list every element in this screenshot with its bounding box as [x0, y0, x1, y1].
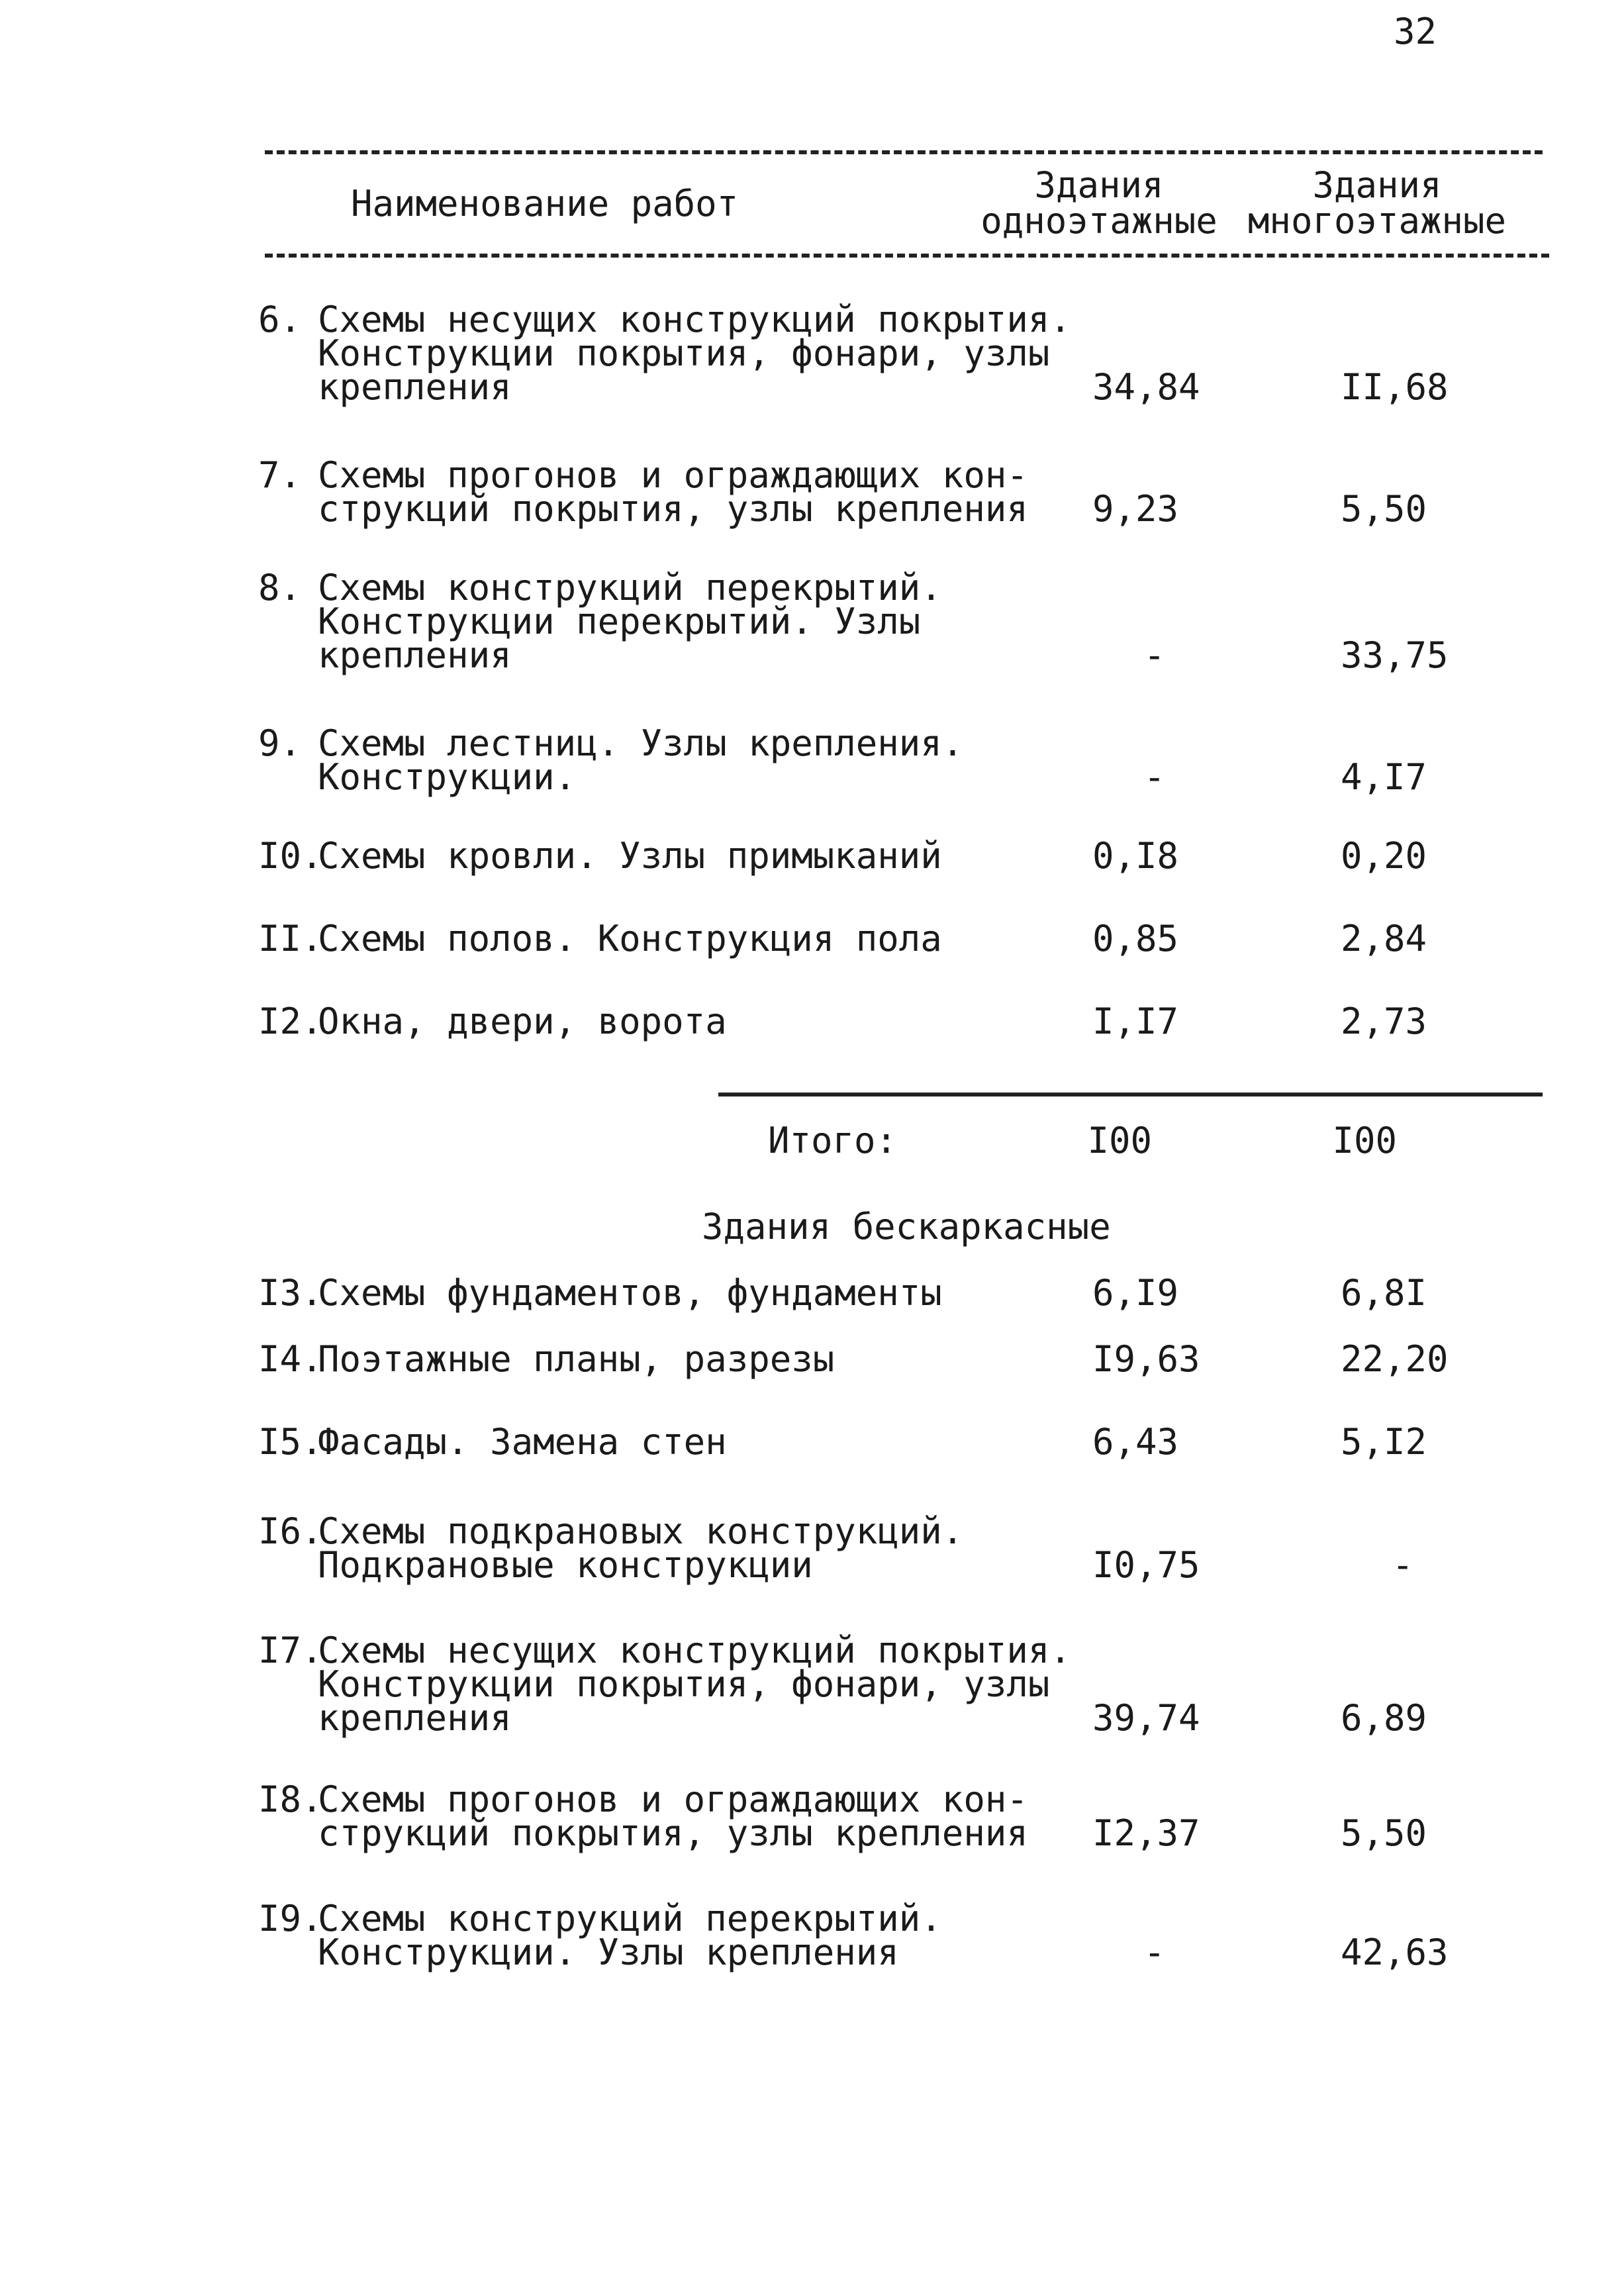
row-text-line: Конструкции.: [318, 756, 577, 798]
row-number: 9.: [258, 722, 302, 764]
row-number: I4.: [258, 1338, 323, 1380]
value-one-floor: I2,37: [1092, 1812, 1200, 1854]
row-number: I9.: [258, 1898, 323, 1939]
row-text-line: Схемы лестниц. Узлы крепления.: [318, 722, 964, 764]
row-text-line: Схемы прогонов и ограждающих кон-: [318, 1779, 1028, 1820]
row-text-line: Схемы полов. Конструкция пола: [318, 918, 942, 959]
header-col-one-floor-line2: одноэтажные: [980, 200, 1218, 242]
value-multi-floor: 2,73: [1341, 1000, 1427, 1042]
header-col-multi-floor-line2: многоэтажные: [1247, 200, 1507, 242]
value-multi-floor: 5,50: [1341, 488, 1427, 530]
row-text-line: Конструкции перекрытий. Узлы: [318, 601, 921, 642]
row-number: I7.: [258, 1630, 323, 1671]
value-one-floor: I9,63: [1092, 1338, 1200, 1380]
value-one-floor: 34,84: [1092, 366, 1200, 408]
total-multi-floor: I00: [1332, 1120, 1397, 1161]
row-number: I3.: [258, 1272, 323, 1314]
total-one-floor: I00: [1087, 1120, 1152, 1161]
row-text-line: Конструкции покрытия, фонари, узлы: [318, 1663, 1050, 1705]
row-text-line: Конструкции. Узлы крепления: [318, 1931, 899, 1973]
value-one-floor: 0,I8: [1092, 835, 1179, 877]
row-number: I5.: [258, 1421, 323, 1463]
row-text-line: Схемы прогонов и ограждающих кон-: [318, 454, 1028, 496]
row-text-line: Конструкции покрытия, фонари, узлы: [318, 332, 1050, 374]
row-text-line: струкций покрытия, узлы крепления: [318, 1812, 1028, 1854]
row-number: 6.: [258, 299, 302, 340]
value-one-floor: -: [1143, 634, 1165, 676]
value-one-floor: I,I7: [1092, 1000, 1179, 1042]
page-number: 32: [1393, 11, 1437, 52]
value-one-floor: -: [1143, 756, 1165, 798]
row-number: I0.: [258, 835, 323, 877]
row-number: 7.: [258, 454, 302, 496]
value-one-floor: 39,74: [1092, 1697, 1200, 1739]
row-number: I6.: [258, 1510, 323, 1552]
value-multi-floor: 2,84: [1341, 918, 1427, 959]
row-number: 8.: [258, 567, 302, 609]
row-text-line: струкций покрытия, узлы крепления: [318, 488, 1028, 530]
value-multi-floor: 0,20: [1341, 835, 1427, 877]
header-col-name: Наименование работ: [351, 183, 739, 224]
row-text-line: Окна, двери, ворота: [318, 1000, 727, 1042]
row-text-line: Схемы подкрановых конструкций.: [318, 1510, 964, 1552]
row-number: I2.: [258, 1000, 323, 1042]
total-rule: [718, 1093, 1543, 1097]
header-top-rule: [265, 150, 1543, 154]
row-text-line: Подкрановые конструкции: [318, 1544, 813, 1586]
header-col-one-floor-line1: Здания: [1034, 164, 1164, 206]
section-title: Здания бескаркасные: [702, 1206, 1111, 1247]
value-multi-floor: 22,20: [1341, 1338, 1449, 1380]
value-multi-floor: 5,I2: [1341, 1421, 1427, 1463]
row-text-line: Схемы конструкций перекрытий.: [318, 567, 942, 609]
total-label: Итого:: [768, 1120, 898, 1161]
row-text-line: Схемы несущих конструкций покрытия.: [318, 299, 1071, 340]
row-text-line: Поэтажные планы, разрезы: [318, 1338, 835, 1380]
row-text-line: крепления: [318, 634, 512, 676]
row-number: II.: [258, 918, 323, 959]
value-multi-floor: II,68: [1341, 366, 1449, 408]
value-one-floor: 6,43: [1092, 1421, 1179, 1463]
value-one-floor: -: [1143, 1931, 1165, 1973]
value-multi-floor: 6,89: [1341, 1697, 1427, 1739]
header-col-multi-floor-line1: Здания: [1312, 164, 1442, 206]
value-one-floor: 0,85: [1092, 918, 1179, 959]
row-text-line: Фасады. Замена стен: [318, 1421, 727, 1463]
row-text-line: Схемы несущих конструкций покрытия.: [318, 1630, 1071, 1671]
row-text-line: Схемы кровли. Узлы примыканий: [318, 835, 942, 877]
value-multi-floor: 5,50: [1341, 1812, 1427, 1854]
row-text-line: крепления: [318, 366, 512, 408]
row-number: I8.: [258, 1779, 323, 1820]
value-multi-floor: 42,63: [1341, 1931, 1449, 1973]
value-multi-floor: 4,I7: [1341, 756, 1427, 798]
row-text-line: Схемы конструкций перекрытий.: [318, 1898, 942, 1939]
value-one-floor: 9,23: [1092, 488, 1179, 530]
header-bottom-rule: [265, 254, 1549, 258]
row-text-line: Схемы фундаментов, фундаменты: [318, 1272, 942, 1314]
value-one-floor: 6,I9: [1092, 1272, 1179, 1314]
value-multi-floor: 33,75: [1341, 634, 1449, 676]
value-one-floor: I0,75: [1092, 1544, 1200, 1586]
value-multi-floor: -: [1392, 1544, 1413, 1586]
value-multi-floor: 6,8I: [1341, 1272, 1427, 1314]
row-text-line: крепления: [318, 1697, 512, 1739]
